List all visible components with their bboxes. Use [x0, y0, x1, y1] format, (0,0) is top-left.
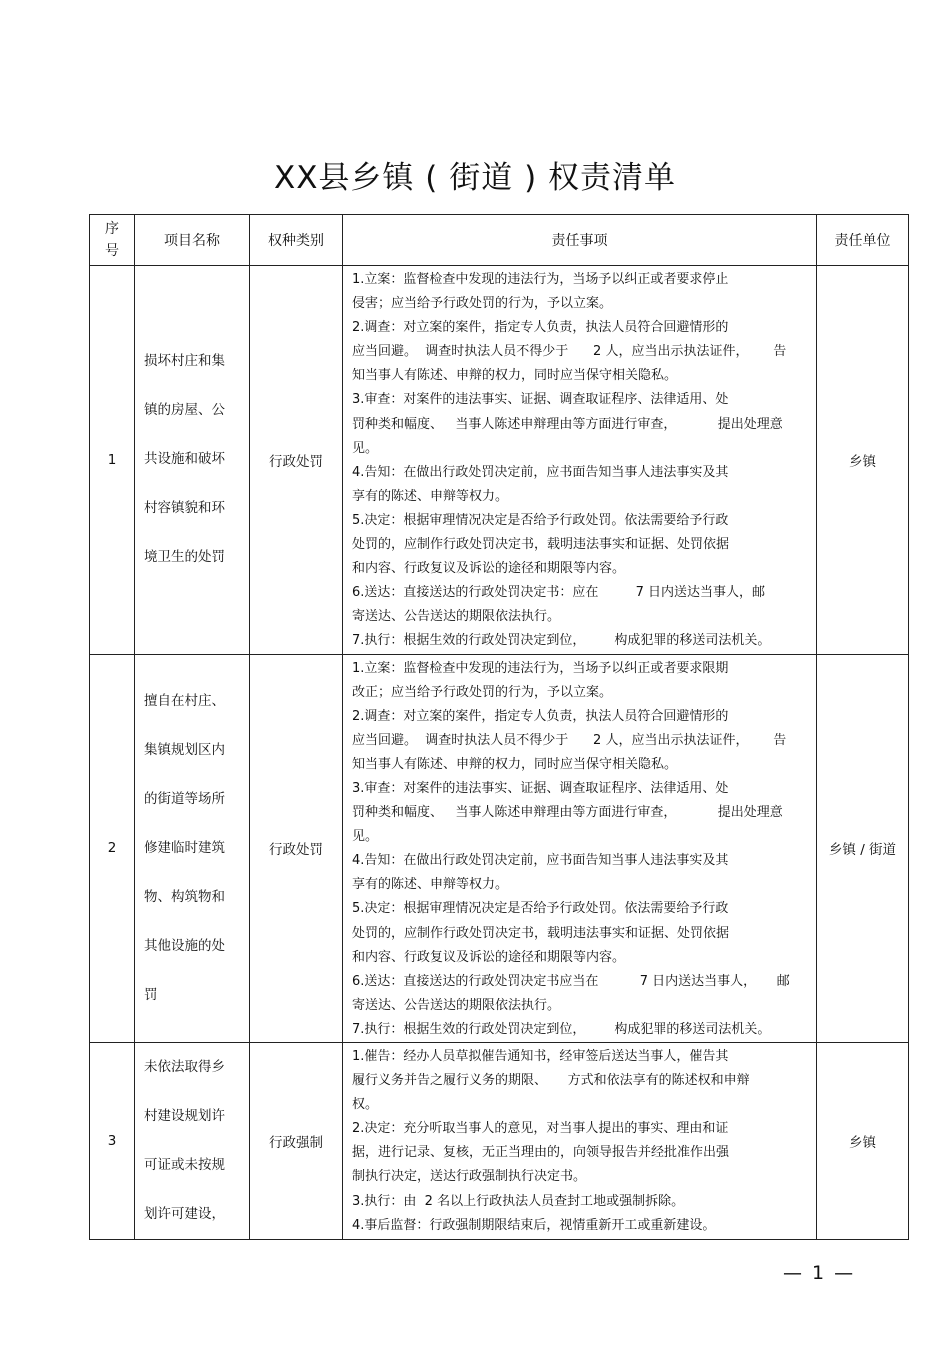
- responsibility-line: 1.立案：监督检查中发现的违法行为，当场予以纠正或者要求限期: [352, 660, 729, 676]
- responsibility-line: 3.执行：由 2 名以上行政执法人员查封工地或强制拆除。: [352, 1193, 685, 1209]
- row-seq: 2: [90, 654, 135, 1043]
- row-seq: 3: [90, 1043, 135, 1240]
- header-seq-line1: 序: [105, 221, 119, 237]
- project-name-line: 可证或未按规: [144, 1157, 225, 1173]
- project-name-line: 损坏村庄和集: [144, 353, 225, 370]
- responsibility-table: [89, 214, 909, 1240]
- project-name-line: 物、构筑物和: [144, 888, 225, 905]
- responsibility-line: 6.送达：直接送达的行政处罚决定书：应在 7 日内送达当事人，邮: [352, 585, 765, 601]
- page-number: — 1 —: [783, 1262, 856, 1284]
- row-project-name: [135, 266, 250, 655]
- responsibility-line: 6.送达：直接送达的行政处罚决定书应当在 7 日内送达当事人， 邮: [352, 973, 790, 989]
- table-row: [90, 1043, 909, 1240]
- responsibility-line: 见。: [352, 440, 379, 456]
- header-seq: [90, 215, 135, 266]
- row-project-name: [135, 1043, 250, 1240]
- header-resp: 责任事项: [343, 215, 817, 266]
- project-name-line: 罚: [144, 986, 158, 1003]
- responsibility-line: 据，进行记录、复核，无正当理由的，向领导报告并经批准作出强: [352, 1145, 730, 1161]
- project-name-line: 修建临时建筑: [144, 839, 225, 856]
- project-name-line: 村建设规划许: [144, 1108, 225, 1124]
- responsibility-line: 知当事人有陈述、申辩的权力，同时应当保守相关隐私。: [352, 756, 678, 772]
- responsibility-line: 7.执行：根据生效的行政处罚决定到位， 构成犯罪的移送司法机关。: [352, 1021, 771, 1037]
- project-name-line: 镇的房屋、公: [144, 402, 225, 419]
- responsibility-line: 2.调查：对立案的案件，指定专人负责，执法人员符合回避情形的: [352, 320, 729, 336]
- row-responsibilities: [343, 1043, 817, 1240]
- project-name-line: 的街道等场所: [144, 790, 225, 807]
- row-responsibilities: [343, 266, 817, 655]
- responsibility-line: 处罚的，应制作行政处罚决定书，载明违法事实和证据、处罚依据: [352, 537, 730, 553]
- row-power-type: 行政处罚: [250, 654, 343, 1043]
- project-name-line: 擅自在村庄、: [144, 692, 225, 709]
- responsibility-line: 应当回避。 调查时执法人员不得少于 2 人，应当出示执法证件， 告: [352, 732, 787, 748]
- responsibility-line: 享有的陈述、申辩等权力。: [352, 877, 509, 893]
- row-project-name: [135, 654, 250, 1043]
- responsibility-line: 4.告知：在做出行政处罚决定前，应书面告知当事人违法事实及其: [352, 464, 729, 480]
- table-header-row: [90, 215, 909, 266]
- row-responsibilities: [343, 654, 817, 1043]
- responsibility-line: 侵害；应当给予行政处罚的行为，予以立案。: [352, 296, 613, 312]
- row-responsible-unit: 乡镇 / 街道: [817, 654, 909, 1043]
- project-name-line: 集镇规划区内: [144, 741, 225, 758]
- responsibility-line: 寄送达、公告送达的期限依法执行。: [352, 997, 561, 1013]
- responsibility-line: 3.审查：对案件的违法事实、证据、调查取证程序、法律适用、处: [352, 780, 729, 796]
- project-name-line: 共设施和破坏: [144, 451, 225, 468]
- responsibility-line: 见。: [352, 829, 379, 845]
- project-name-line: 划许可建设，: [144, 1206, 225, 1222]
- responsibility-line: 1.催告：经办人员草拟催告通知书，经审签后送达当事人，催告其: [352, 1049, 729, 1064]
- responsibility-line: 5.决定：根据审理情况决定是否给予行政处罚。依法需要给予行政: [352, 901, 729, 917]
- responsibility-line: 处罚的，应制作行政处罚决定书，载明违法事实和证据、处罚依据: [352, 925, 730, 941]
- document-title: XX县乡镇 ( 街道 ) 权责清单: [273, 160, 677, 196]
- project-name-line: 境卫生的处罚: [144, 549, 225, 566]
- project-name-line: 未依法取得乡: [144, 1059, 225, 1075]
- responsibility-line: 7.执行：根据生效的行政处罚决定到位， 构成犯罪的移送司法机关。: [352, 633, 771, 649]
- header-type: 权种类别: [250, 215, 343, 266]
- responsibility-line: 权。: [352, 1097, 379, 1113]
- project-name-line: 村容镇貌和环: [144, 500, 225, 517]
- responsibility-line: 和内容、行政复议及诉讼的途径和期限等内容。: [352, 949, 626, 965]
- row-responsible-unit: 乡镇: [817, 1043, 909, 1240]
- responsibility-line: 5.决定：根据审理情况决定是否给予行政处罚。依法需要给予行政: [352, 512, 729, 528]
- row-responsible-unit: 乡镇: [817, 266, 909, 655]
- responsibility-line: 2.调查：对立案的案件，指定专人负责，执法人员符合回避情形的: [352, 708, 729, 724]
- responsibility-line: 寄送达、公告送达的期限依法执行。: [352, 609, 561, 625]
- table-row: [90, 266, 909, 655]
- row-power-type: 行政强制: [250, 1043, 343, 1240]
- responsibility-line: 2.决定：充分听取当事人的意见，对当事人提出的事实、理由和证: [352, 1121, 729, 1137]
- header-seq-line2: 号: [105, 243, 119, 259]
- header-unit: 责任单位: [817, 215, 909, 266]
- responsibility-line: 4.告知：在做出行政处罚决定前，应书面告知当事人违法事实及其: [352, 853, 729, 869]
- responsibility-line: 罚种类和幅度、 当事人陈述申辩理由等方面进行审查， 提出处理意: [352, 805, 783, 821]
- responsibility-line: 4.事后监督：行政强制期限结束后，视情重新开工或重新建设。: [352, 1217, 716, 1233]
- table-row: [90, 654, 909, 1043]
- responsibility-line: 改正；应当给予行政处罚的行为，予以立案。: [352, 684, 613, 700]
- responsibility-line: 1.立案：监督检查中发现的违法行为，当场予以纠正或者要求停止: [352, 272, 729, 287]
- responsibility-line: 和内容、行政复议及诉讼的途径和期限等内容。: [352, 561, 626, 577]
- row-seq: 1: [90, 266, 135, 655]
- responsibility-line: 享有的陈述、申辩等权力。: [352, 488, 509, 504]
- responsibility-line: 履行义务并告之履行义务的期限、 方式和依法享有的陈述权和申辩: [352, 1073, 750, 1089]
- responsibility-line: 罚种类和幅度、 当事人陈述申辩理由等方面进行审查， 提出处理意: [352, 416, 783, 432]
- responsibility-line: 制执行决定，送达行政强制执行决定书。: [352, 1169, 587, 1185]
- responsibility-line: 3.审查：对案件的违法事实、证据、调查取证程序、法律适用、处: [352, 392, 729, 408]
- responsibility-line: 应当回避。 调查时执法人员不得少于 2 人，应当出示执法证件， 告: [352, 344, 787, 360]
- row-power-type: 行政处罚: [250, 266, 343, 655]
- responsibility-line: 知当事人有陈述、申辩的权力，同时应当保守相关隐私。: [352, 368, 678, 384]
- project-name-line: 其他设施的处: [144, 937, 225, 954]
- header-name: 项目名称: [135, 215, 250, 266]
